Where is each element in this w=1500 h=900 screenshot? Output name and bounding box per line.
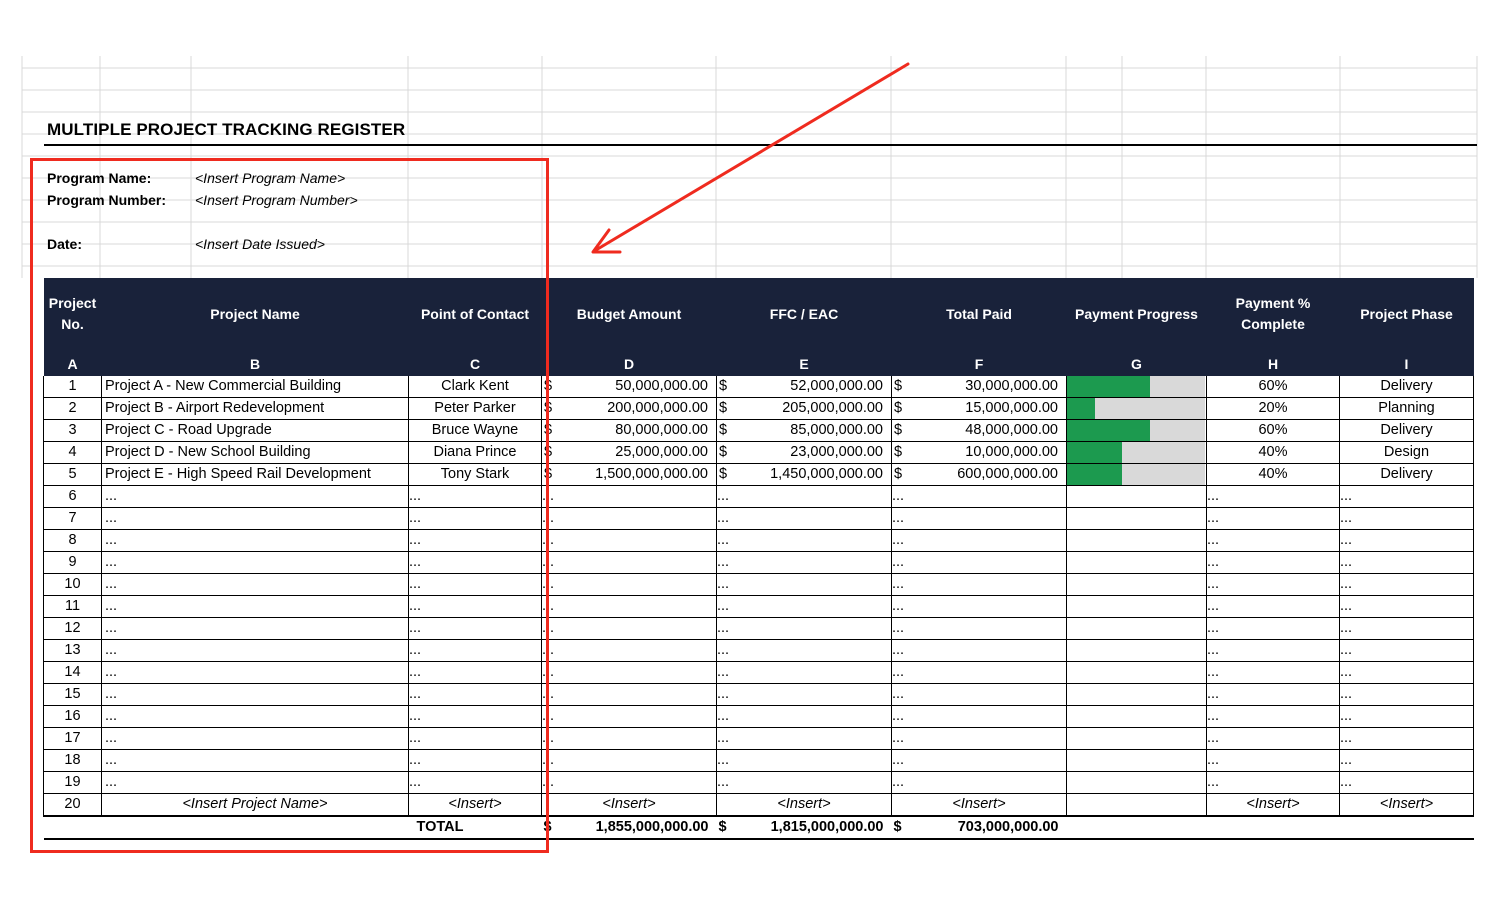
project-phase-cell[interactable]: ...: [1340, 552, 1474, 574]
payment-percent-cell[interactable]: ...: [1207, 508, 1340, 530]
table-row: [44, 486, 1474, 508]
payment-progress-cell[interactable]: [1067, 398, 1207, 420]
payment-percent-cell[interactable]: ...: [1207, 574, 1340, 596]
payment-progress-cell[interactable]: [1067, 640, 1207, 662]
project-name-cell[interactable]: Project C - Road Upgrade: [102, 420, 409, 442]
payment-percent-cell[interactable]: 20%: [1207, 398, 1340, 420]
currency-symbol: $: [894, 444, 903, 460]
project-phase-cell[interactable]: <Insert>: [1340, 794, 1474, 817]
table-row: [44, 508, 1474, 530]
title-underline: [44, 144, 1477, 146]
amount-value: 1,815,000,000.00: [770, 819, 884, 835]
payment-progress-cell[interactable]: [1067, 618, 1207, 640]
payment-percent-cell[interactable]: 40%: [1207, 464, 1340, 486]
budget-amount-cell[interactable]: ...: [542, 596, 717, 618]
amount-value: 23,000,000.00: [790, 444, 883, 460]
currency-symbol: $: [719, 466, 728, 482]
project-phase-cell[interactable]: ...: [1340, 596, 1474, 618]
project-name-cell[interactable]: ...: [102, 750, 409, 772]
ffc-eac-cell[interactable]: ...: [717, 772, 892, 794]
currency-symbol: $: [544, 444, 553, 460]
ffc-eac-cell[interactable]: [717, 376, 892, 398]
project-phase-cell[interactable]: ...: [1340, 618, 1474, 640]
ffc-eac-cell[interactable]: ...: [717, 662, 892, 684]
amount-value: 10,000,000.00: [965, 444, 1058, 460]
total-paid-cell[interactable]: [892, 398, 1067, 420]
project-phase-cell[interactable]: Delivery: [1340, 464, 1474, 486]
total-paid-cell[interactable]: ...: [892, 486, 1067, 508]
budget-amount-cell[interactable]: ...: [542, 684, 717, 706]
total-paid-cell[interactable]: ...: [892, 750, 1067, 772]
ffc-eac-cell[interactable]: ...: [717, 574, 892, 596]
budget-amount-cell[interactable]: ...: [542, 640, 717, 662]
budget-amount-cell[interactable]: ...: [542, 618, 717, 640]
budget-amount-cell[interactable]: ...: [542, 728, 717, 750]
budget-amount-cell[interactable]: ...: [542, 552, 717, 574]
budget-amount-cell[interactable]: [542, 398, 717, 420]
project-phase-cell[interactable]: ...: [1340, 662, 1474, 684]
table-row: [44, 442, 1474, 464]
payment-progress-cell[interactable]: [1067, 464, 1207, 486]
column-letter-g: G: [1067, 350, 1207, 376]
project-no-cell[interactable]: 13: [44, 640, 102, 662]
table-row: [44, 772, 1474, 794]
project-phase-cell[interactable]: Delivery: [1340, 420, 1474, 442]
currency-symbol: $: [894, 422, 903, 438]
payment-progress-cell[interactable]: [1067, 794, 1207, 817]
progress-bar: [1067, 398, 1205, 419]
point-of-contact-cell[interactable]: ...: [409, 486, 542, 508]
budget-amount-cell[interactable]: ...: [542, 486, 717, 508]
payment-progress-cell[interactable]: [1067, 662, 1207, 684]
progress-bar-fill: [1067, 464, 1122, 485]
progress-bar: [1067, 464, 1205, 485]
payment-percent-cell[interactable]: ...: [1207, 662, 1340, 684]
budget-amount-cell[interactable]: [542, 376, 717, 398]
amount-value: 52,000,000.00: [790, 378, 883, 394]
project-name-cell[interactable]: ...: [102, 574, 409, 596]
ffc-eac-cell[interactable]: ...: [717, 728, 892, 750]
project-name-cell[interactable]: Project A - New Commercial Building: [102, 376, 409, 398]
payment-progress-cell[interactable]: [1067, 530, 1207, 552]
total-paid-cell[interactable]: ...: [892, 640, 1067, 662]
program-name-label: Program Name:: [47, 170, 152, 186]
ffc-eac-cell[interactable]: [717, 442, 892, 464]
total-paid-cell[interactable]: <Insert>: [892, 794, 1067, 817]
project-no-cell[interactable]: 19: [44, 772, 102, 794]
project-name-cell[interactable]: ...: [102, 552, 409, 574]
table-row: [44, 596, 1474, 618]
payment-percent-cell[interactable]: ...: [1207, 596, 1340, 618]
budget-amount-cell[interactable]: ...: [542, 772, 717, 794]
amount-value: 205,000,000.00: [782, 400, 883, 416]
project-name-cell[interactable]: ...: [102, 772, 409, 794]
column-letter-a: A: [44, 350, 102, 376]
project-no-cell[interactable]: 18: [44, 750, 102, 772]
payment-progress-cell[interactable]: [1067, 772, 1207, 794]
program-number-value[interactable]: <Insert Program Number>: [195, 192, 358, 208]
total-paid-cell[interactable]: [892, 464, 1067, 486]
budget-amount-cell[interactable]: ...: [542, 662, 717, 684]
budget-amount-cell[interactable]: ...: [542, 706, 717, 728]
project-no-cell[interactable]: 10: [44, 574, 102, 596]
column-letter-h: H: [1207, 350, 1340, 376]
project-no-cell[interactable]: 12: [44, 618, 102, 640]
payment-progress-cell[interactable]: [1067, 552, 1207, 574]
point-of-contact-cell[interactable]: ...: [409, 530, 542, 552]
date-value[interactable]: <Insert Date Issued>: [195, 236, 325, 252]
payment-progress-cell[interactable]: [1067, 706, 1207, 728]
payment-percent-cell[interactable]: ...: [1207, 684, 1340, 706]
table-row: [44, 618, 1474, 640]
project-no-cell[interactable]: 11: [44, 596, 102, 618]
amount-value: 200,000,000.00: [607, 400, 708, 416]
ffc-eac-cell[interactable]: ...: [717, 706, 892, 728]
project-no-cell[interactable]: 17: [44, 728, 102, 750]
payment-percent-cell[interactable]: 60%: [1207, 420, 1340, 442]
payment-percent-cell[interactable]: ...: [1207, 772, 1340, 794]
amount-value: 600,000,000.00: [957, 466, 1058, 482]
total-paid-cell[interactable]: ...: [892, 596, 1067, 618]
total-budget-cell[interactable]: [542, 816, 717, 839]
currency-symbol: $: [718, 819, 727, 835]
total-blank-cell: [1340, 816, 1474, 839]
progress-bar-fill: [1067, 442, 1122, 463]
ffc-eac-cell[interactable]: ...: [717, 596, 892, 618]
project-name-cell[interactable]: Project B - Airport Redevelopment: [102, 398, 409, 420]
progress-bar: [1067, 420, 1205, 441]
ffc-eac-cell[interactable]: [717, 398, 892, 420]
project-phase-cell[interactable]: ...: [1340, 684, 1474, 706]
payment-progress-cell[interactable]: [1067, 750, 1207, 772]
project-phase-cell[interactable]: ...: [1340, 530, 1474, 552]
header-project-phase[interactable]: Project Phase: [1340, 278, 1474, 350]
currency-symbol: $: [543, 819, 552, 835]
project-no-cell[interactable]: 1: [44, 376, 102, 398]
progress-bar-fill: [1067, 398, 1095, 419]
currency-symbol: $: [719, 400, 728, 416]
project-no-cell[interactable]: 16: [44, 706, 102, 728]
table-row: [44, 640, 1474, 662]
table-row: [44, 794, 1474, 817]
totals-row: [44, 816, 1474, 839]
ffc-eac-cell[interactable]: ...: [717, 684, 892, 706]
header-project-no[interactable]: Project No.: [44, 278, 102, 350]
payment-progress-cell[interactable]: [1067, 574, 1207, 596]
total-paid-cell[interactable]: ...: [892, 618, 1067, 640]
table-row: [44, 464, 1474, 486]
ffc-eac-cell[interactable]: [717, 420, 892, 442]
header-point-of-contact[interactable]: Point of Contact: [409, 278, 542, 350]
header-payment-percent[interactable]: Payment % Complete: [1207, 278, 1340, 350]
project-name-cell[interactable]: <Insert Project Name>: [102, 794, 409, 817]
budget-amount-cell[interactable]: <Insert>: [542, 794, 717, 817]
ffc-eac-cell[interactable]: ...: [717, 552, 892, 574]
point-of-contact-cell[interactable]: ...: [409, 662, 542, 684]
amount-value: 15,000,000.00: [965, 400, 1058, 416]
progress-bar: [1067, 442, 1205, 463]
header-project-name[interactable]: Project Name: [102, 278, 409, 350]
currency-symbol: $: [719, 378, 728, 394]
total-paid-cell[interactable]: ...: [892, 772, 1067, 794]
payment-progress-cell[interactable]: [1067, 442, 1207, 464]
column-letter-f: F: [892, 350, 1067, 376]
progress-bar-fill: [1067, 420, 1150, 441]
payment-progress-cell[interactable]: [1067, 486, 1207, 508]
project-name-cell[interactable]: ...: [102, 684, 409, 706]
payment-percent-cell[interactable]: 40%: [1207, 442, 1340, 464]
amount-value: 30,000,000.00: [965, 378, 1058, 394]
project-no-cell[interactable]: 8: [44, 530, 102, 552]
date-label: Date:: [47, 236, 83, 252]
table-row: [44, 750, 1474, 772]
project-no-cell[interactable]: 14: [44, 662, 102, 684]
point-of-contact-cell[interactable]: Diana Prince: [409, 442, 542, 464]
currency-symbol: $: [544, 422, 553, 438]
column-letter-b: B: [102, 350, 409, 376]
payment-percent-cell[interactable]: ...: [1207, 640, 1340, 662]
table-row: [44, 662, 1474, 684]
point-of-contact-cell[interactable]: Peter Parker: [409, 398, 542, 420]
payment-percent-cell[interactable]: ...: [1207, 706, 1340, 728]
payment-percent-cell[interactable]: ...: [1207, 530, 1340, 552]
ffc-eac-cell[interactable]: <Insert>: [717, 794, 892, 817]
payment-percent-cell[interactable]: ...: [1207, 728, 1340, 750]
total-paid-sum-cell[interactable]: [892, 816, 1067, 839]
project-name-cell[interactable]: ...: [102, 530, 409, 552]
total-paid-cell[interactable]: [892, 420, 1067, 442]
column-letter-c: C: [409, 350, 542, 376]
total-blank-cell: [1067, 816, 1207, 839]
total-ffc-cell[interactable]: [717, 816, 892, 839]
project-no-cell[interactable]: 4: [44, 442, 102, 464]
table-row: [44, 728, 1474, 750]
budget-amount-cell[interactable]: [542, 420, 717, 442]
currency-symbol: $: [894, 400, 903, 416]
header-payment-progress[interactable]: Payment Progress: [1067, 278, 1207, 350]
ffc-eac-cell[interactable]: ...: [717, 508, 892, 530]
payment-progress-cell[interactable]: [1067, 596, 1207, 618]
project-no-cell[interactable]: 7: [44, 508, 102, 530]
payment-percent-cell[interactable]: ...: [1207, 618, 1340, 640]
budget-amount-cell[interactable]: ...: [542, 530, 717, 552]
point-of-contact-cell[interactable]: ...: [409, 618, 542, 640]
ffc-eac-cell[interactable]: [717, 464, 892, 486]
project-name-cell[interactable]: ...: [102, 596, 409, 618]
amount-value: 1,855,000,000.00: [595, 819, 709, 835]
total-paid-cell[interactable]: ...: [892, 728, 1067, 750]
point-of-contact-cell[interactable]: <Insert>: [409, 794, 542, 817]
currency-symbol: $: [719, 422, 728, 438]
project-phase-cell[interactable]: Design: [1340, 442, 1474, 464]
total-paid-cell[interactable]: ...: [892, 662, 1067, 684]
project-no-cell[interactable]: 2: [44, 398, 102, 420]
currency-symbol: $: [719, 444, 728, 460]
total-blank-cell: [44, 816, 102, 839]
amount-value: 1,500,000,000.00: [595, 466, 708, 482]
ffc-eac-cell[interactable]: ...: [717, 750, 892, 772]
point-of-contact-cell[interactable]: Bruce Wayne: [409, 420, 542, 442]
budget-amount-cell[interactable]: ...: [542, 574, 717, 596]
payment-progress-cell[interactable]: [1067, 420, 1207, 442]
payment-percent-cell[interactable]: ...: [1207, 750, 1340, 772]
payment-percent-cell[interactable]: <Insert>: [1207, 794, 1340, 817]
program-number-label: Program Number:: [47, 192, 167, 208]
point-of-contact-cell[interactable]: ...: [409, 772, 542, 794]
amount-value: 80,000,000.00: [615, 422, 708, 438]
ffc-eac-cell[interactable]: ...: [717, 530, 892, 552]
currency-symbol: $: [894, 378, 903, 394]
payment-percent-cell[interactable]: ...: [1207, 552, 1340, 574]
total-paid-cell[interactable]: ...: [892, 684, 1067, 706]
payment-progress-cell[interactable]: [1067, 728, 1207, 750]
point-of-contact-cell[interactable]: Clark Kent: [409, 376, 542, 398]
table-row: [44, 530, 1474, 552]
project-phase-cell[interactable]: Delivery: [1340, 376, 1474, 398]
ffc-eac-cell[interactable]: ...: [717, 618, 892, 640]
table-row: [44, 684, 1474, 706]
point-of-contact-cell[interactable]: ...: [409, 706, 542, 728]
project-name-cell[interactable]: ...: [102, 508, 409, 530]
project-phase-cell[interactable]: ...: [1340, 706, 1474, 728]
total-paid-cell[interactable]: ...: [892, 530, 1067, 552]
amount-value: 50,000,000.00: [615, 378, 708, 394]
project-phase-cell[interactable]: ...: [1340, 508, 1474, 530]
amount-value: 48,000,000.00: [965, 422, 1058, 438]
ffc-eac-cell[interactable]: ...: [717, 640, 892, 662]
page-title: MULTIPLE PROJECT TRACKING REGISTER: [47, 120, 406, 139]
project-name-cell[interactable]: ...: [102, 618, 409, 640]
currency-symbol: $: [544, 378, 553, 394]
project-no-cell[interactable]: 5: [44, 464, 102, 486]
progress-bar: [1067, 376, 1205, 397]
budget-amount-cell[interactable]: [542, 464, 717, 486]
project-phase-cell[interactable]: ...: [1340, 750, 1474, 772]
table-row: [44, 398, 1474, 420]
project-register-table: [43, 278, 1474, 840]
payment-progress-cell[interactable]: [1067, 684, 1207, 706]
project-no-cell[interactable]: 15: [44, 684, 102, 706]
payment-percent-cell[interactable]: ...: [1207, 486, 1340, 508]
total-paid-cell[interactable]: ...: [892, 552, 1067, 574]
amount-value: 85,000,000.00: [790, 422, 883, 438]
point-of-contact-cell[interactable]: ...: [409, 596, 542, 618]
project-name-cell[interactable]: ...: [102, 640, 409, 662]
project-name-cell[interactable]: ...: [102, 728, 409, 750]
column-letter-e: E: [717, 350, 892, 376]
project-no-cell[interactable]: 20: [44, 794, 102, 817]
currency-symbol: $: [544, 466, 553, 482]
ffc-eac-cell[interactable]: ...: [717, 486, 892, 508]
table-row: [44, 420, 1474, 442]
total-label: TOTAL: [409, 816, 542, 839]
currency-symbol: $: [894, 466, 903, 482]
table-row: [44, 574, 1474, 596]
point-of-contact-cell[interactable]: ...: [409, 574, 542, 596]
payment-progress-cell[interactable]: [1067, 376, 1207, 398]
currency-symbol: $: [893, 819, 902, 835]
column-letter-i: I: [1340, 350, 1474, 376]
budget-amount-cell[interactable]: ...: [542, 750, 717, 772]
total-paid-cell[interactable]: ...: [892, 706, 1067, 728]
header-budget-amount[interactable]: Budget Amount: [542, 278, 717, 350]
point-of-contact-cell[interactable]: ...: [409, 684, 542, 706]
currency-symbol: $: [544, 400, 553, 416]
budget-amount-cell[interactable]: ...: [542, 508, 717, 530]
point-of-contact-cell[interactable]: ...: [409, 750, 542, 772]
project-name-cell[interactable]: ...: [102, 706, 409, 728]
point-of-contact-cell[interactable]: ...: [409, 552, 542, 574]
progress-bar-fill: [1067, 376, 1150, 397]
project-name-cell[interactable]: ...: [102, 662, 409, 684]
amount-value: 25,000,000.00: [615, 444, 708, 460]
project-phase-cell[interactable]: ...: [1340, 772, 1474, 794]
total-paid-cell[interactable]: [892, 442, 1067, 464]
project-phase-cell[interactable]: ...: [1340, 728, 1474, 750]
project-no-cell[interactable]: 6: [44, 486, 102, 508]
project-name-cell[interactable]: Project D - New School Building: [102, 442, 409, 464]
point-of-contact-cell[interactable]: ...: [409, 728, 542, 750]
program-name-value[interactable]: <Insert Program Name>: [195, 170, 346, 186]
total-paid-cell[interactable]: ...: [892, 574, 1067, 596]
table-row: [44, 552, 1474, 574]
project-name-cell[interactable]: ...: [102, 486, 409, 508]
total-paid-cell[interactable]: ...: [892, 508, 1067, 530]
header-total-paid[interactable]: Total Paid: [892, 278, 1067, 350]
budget-amount-cell[interactable]: [542, 442, 717, 464]
total-blank-cell: [102, 816, 409, 839]
table-row: [44, 706, 1474, 728]
project-phase-cell[interactable]: ...: [1340, 640, 1474, 662]
payment-progress-cell[interactable]: [1067, 508, 1207, 530]
column-letter-d: D: [542, 350, 717, 376]
project-phase-cell[interactable]: Planning: [1340, 398, 1474, 420]
amount-value: 1,450,000,000.00: [770, 466, 883, 482]
project-no-cell[interactable]: 9: [44, 552, 102, 574]
project-no-cell[interactable]: 3: [44, 420, 102, 442]
point-of-contact-cell[interactable]: Tony Stark: [409, 464, 542, 486]
amount-value: 703,000,000.00: [957, 819, 1059, 835]
point-of-contact-cell[interactable]: ...: [409, 640, 542, 662]
project-phase-cell[interactable]: ...: [1340, 486, 1474, 508]
header-ffc-eac[interactable]: FFC / EAC: [717, 278, 892, 350]
total-paid-cell[interactable]: [892, 376, 1067, 398]
payment-percent-cell[interactable]: 60%: [1207, 376, 1340, 398]
project-phase-cell[interactable]: ...: [1340, 574, 1474, 596]
total-blank-cell: [1207, 816, 1340, 839]
project-name-cell[interactable]: Project E - High Speed Rail Development: [102, 464, 409, 486]
point-of-contact-cell[interactable]: ...: [409, 508, 542, 530]
table-row: [44, 376, 1474, 398]
